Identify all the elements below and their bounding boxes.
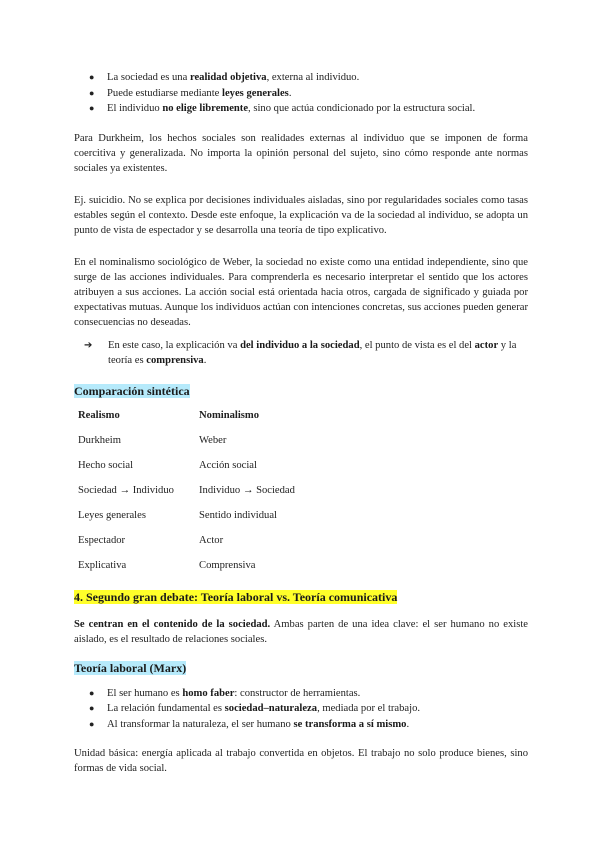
- bullet-icon: ●: [89, 72, 95, 82]
- table-row: Durkheim Weber: [78, 434, 227, 446]
- table-row: Hecho social Acción social: [78, 459, 257, 471]
- marx-closing-paragraph: Unidad básica: energía aplicada al trabajo convertida en objetos. El trabajo no solo produce bienes, sino formas de vida social.: [74, 748, 528, 774]
- comparison-table: [78, 403, 295, 578]
- arrow-note: ➔ En este caso, la explicación va del individuo a la sociedad, el punto de vista es el del actor y la teoría es comprensiva.: [84, 339, 517, 366]
- durkheim-paragraph: Para Durkheim, los hechos sociales son realidades externas al individuo que se imponen de forma coercitiva y generalizada. No importa la opinión personal del sujeto, sino cómo responde ante normas sociales ya existentes.: [74, 132, 528, 174]
- list-item: ● Puede estudiarse mediante leyes generales.: [89, 87, 292, 99]
- list-item: ● El ser humano es homo faber: constructor de herramientas.: [89, 687, 361, 699]
- bullet-icon: ●: [89, 703, 95, 713]
- list-item: ● Al transformar la naturaleza, el ser humano se transforma a sí mismo.: [89, 718, 410, 730]
- bullet-icon: ●: [89, 87, 95, 98]
- realism-bullet-list: [74, 70, 528, 116]
- marx-bullet-list: [74, 686, 528, 732]
- column-header-nominalism: Nominalismo: [199, 409, 260, 421]
- section-4-intro: Se centran en el contenido de la sociedad. Ambas parten de una idea clave: el ser humano no existe aislado, es el resultado de relaciones sociales.: [74, 618, 528, 645]
- weber-paragraph: En el nominalismo sociológico de Weber, la sociedad no existe como una entidad independiente, sino que surge de las acciones individuales. Para comprenderla es necesario interpretar el sentido que los actores atribuyen a sus acciones. La acción social está orientada hacia otros, cargada de significado y guiada por expectativas mutuas. Aunque los individuos actúan con intenciones concretas, sus acciones pueden generar consecuencias no deseadas.: [74, 256, 528, 328]
- table-row: Explicativa Comprensiva: [78, 559, 256, 571]
- comparison-heading: Comparación sintética: [74, 383, 190, 398]
- table-header-row: [78, 403, 295, 428]
- bullet-icon: ●: [89, 718, 95, 729]
- list-item: ● La sociedad es una realidad objetiva, externa al individuo.: [89, 72, 360, 83]
- marx-heading: Teoría laboral (Marx): [74, 660, 187, 675]
- section-4-heading: 4. Segundo gran debate: Teoría laboral vs. Teoría comunicativa: [74, 589, 398, 604]
- arrow-right-icon: ➔: [84, 339, 93, 351]
- list-item: ● La relación fundamental es sociedad–naturaleza, mediada por el trabajo.: [89, 703, 421, 714]
- table-row: Leyes generales Sentido individual: [78, 509, 277, 521]
- list-item: ● El individuo no elige libremente, sino que actúa condicionado por la estructura social.: [89, 103, 476, 114]
- table-row: Espectador Actor: [78, 534, 224, 546]
- column-header-realism: Realismo: [78, 409, 120, 421]
- bullet-icon: ●: [89, 687, 95, 698]
- bullet-icon: ●: [89, 103, 95, 113]
- document-page: [74, 70, 528, 776]
- table-row: Sociedad → Individuo Individuo → Sociedad: [78, 484, 295, 496]
- suicide-example-paragraph: Ej. suicidio. No se explica por decisiones individuales aisladas, sino por regularidades sociales como tasas estables según el contexto. Desde este enfoque, la explicación va de la sociedad al individuo, se adopta un punto de vista de espectador y se desarrolla una teoría de tipo explicativo.: [74, 194, 528, 236]
